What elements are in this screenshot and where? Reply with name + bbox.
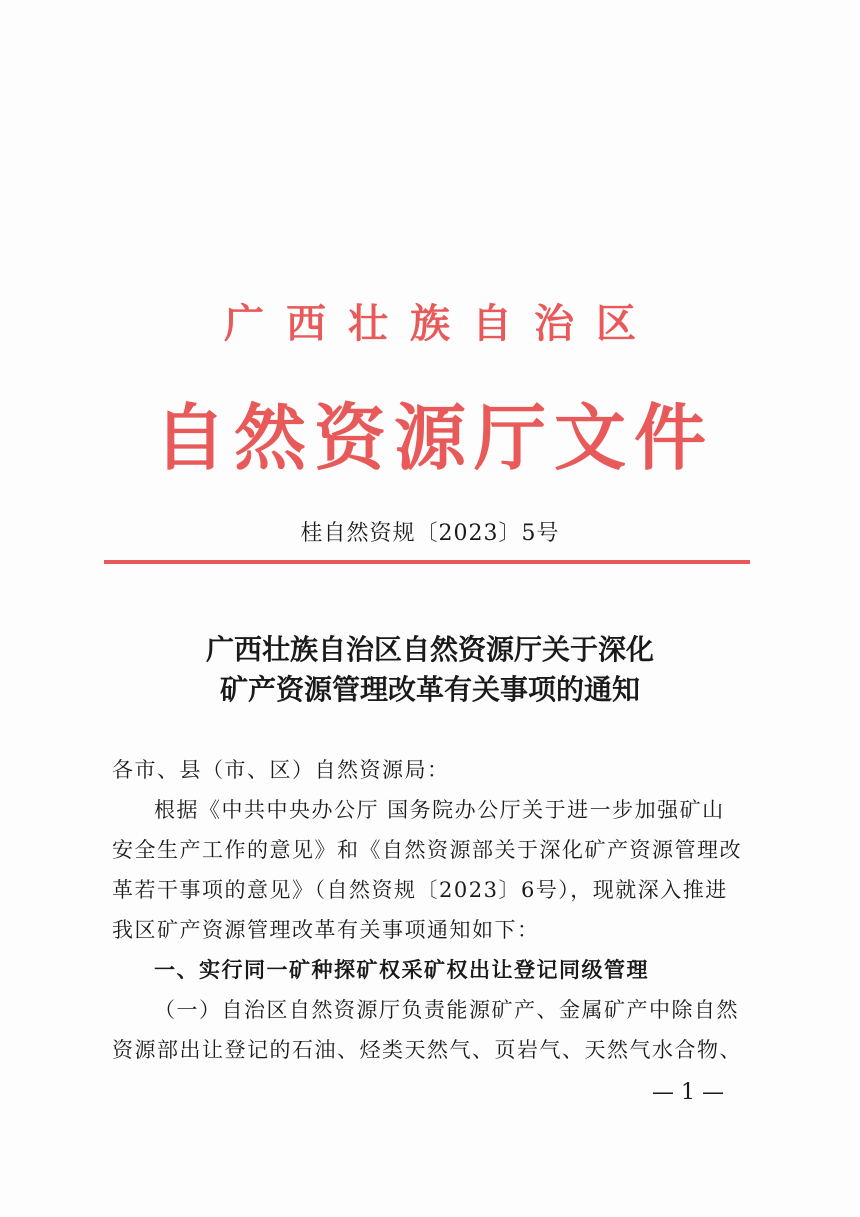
header-region: 广西壮族自治区 bbox=[224, 300, 658, 347]
document-body bbox=[112, 750, 746, 1070]
title-line-1: 广西壮族自治区自然资源厅关于深化 bbox=[205, 633, 654, 666]
page-number: — 1 — bbox=[652, 1080, 724, 1105]
document-number: 桂自然资规〔2023〕5号 bbox=[300, 521, 560, 546]
salutation: 各市、县（市、区）自然资源局： bbox=[112, 758, 450, 782]
title-line-2: 矿产资源管理改革有关事项的通知 bbox=[219, 673, 640, 706]
header-agency: 自然资源厅文件 bbox=[153, 395, 714, 480]
section-heading-1: 一、实行同一矿种探矿权采矿权出让登记同级管理 bbox=[154, 958, 649, 982]
document-title bbox=[0, 630, 860, 710]
red-separator-line bbox=[104, 560, 750, 564]
paragraph-1: 根据《中共中央办公厅 国务院办公厅关于进一步加强矿山安全生产工作的意见》和《自然资源部关于深化矿产资源管理改革若干事项的意见》（自然资规〔2023〕6号），现就深入推进我区矿产资源管理改革有关事项通知如下： bbox=[112, 798, 742, 942]
paragraph-2: （一）自治区自然资源厅负责能源矿产、金属矿产中除自然资源部出让登记的石油、烃类天然气、页岩气、天然气水合物、 bbox=[112, 998, 742, 1062]
